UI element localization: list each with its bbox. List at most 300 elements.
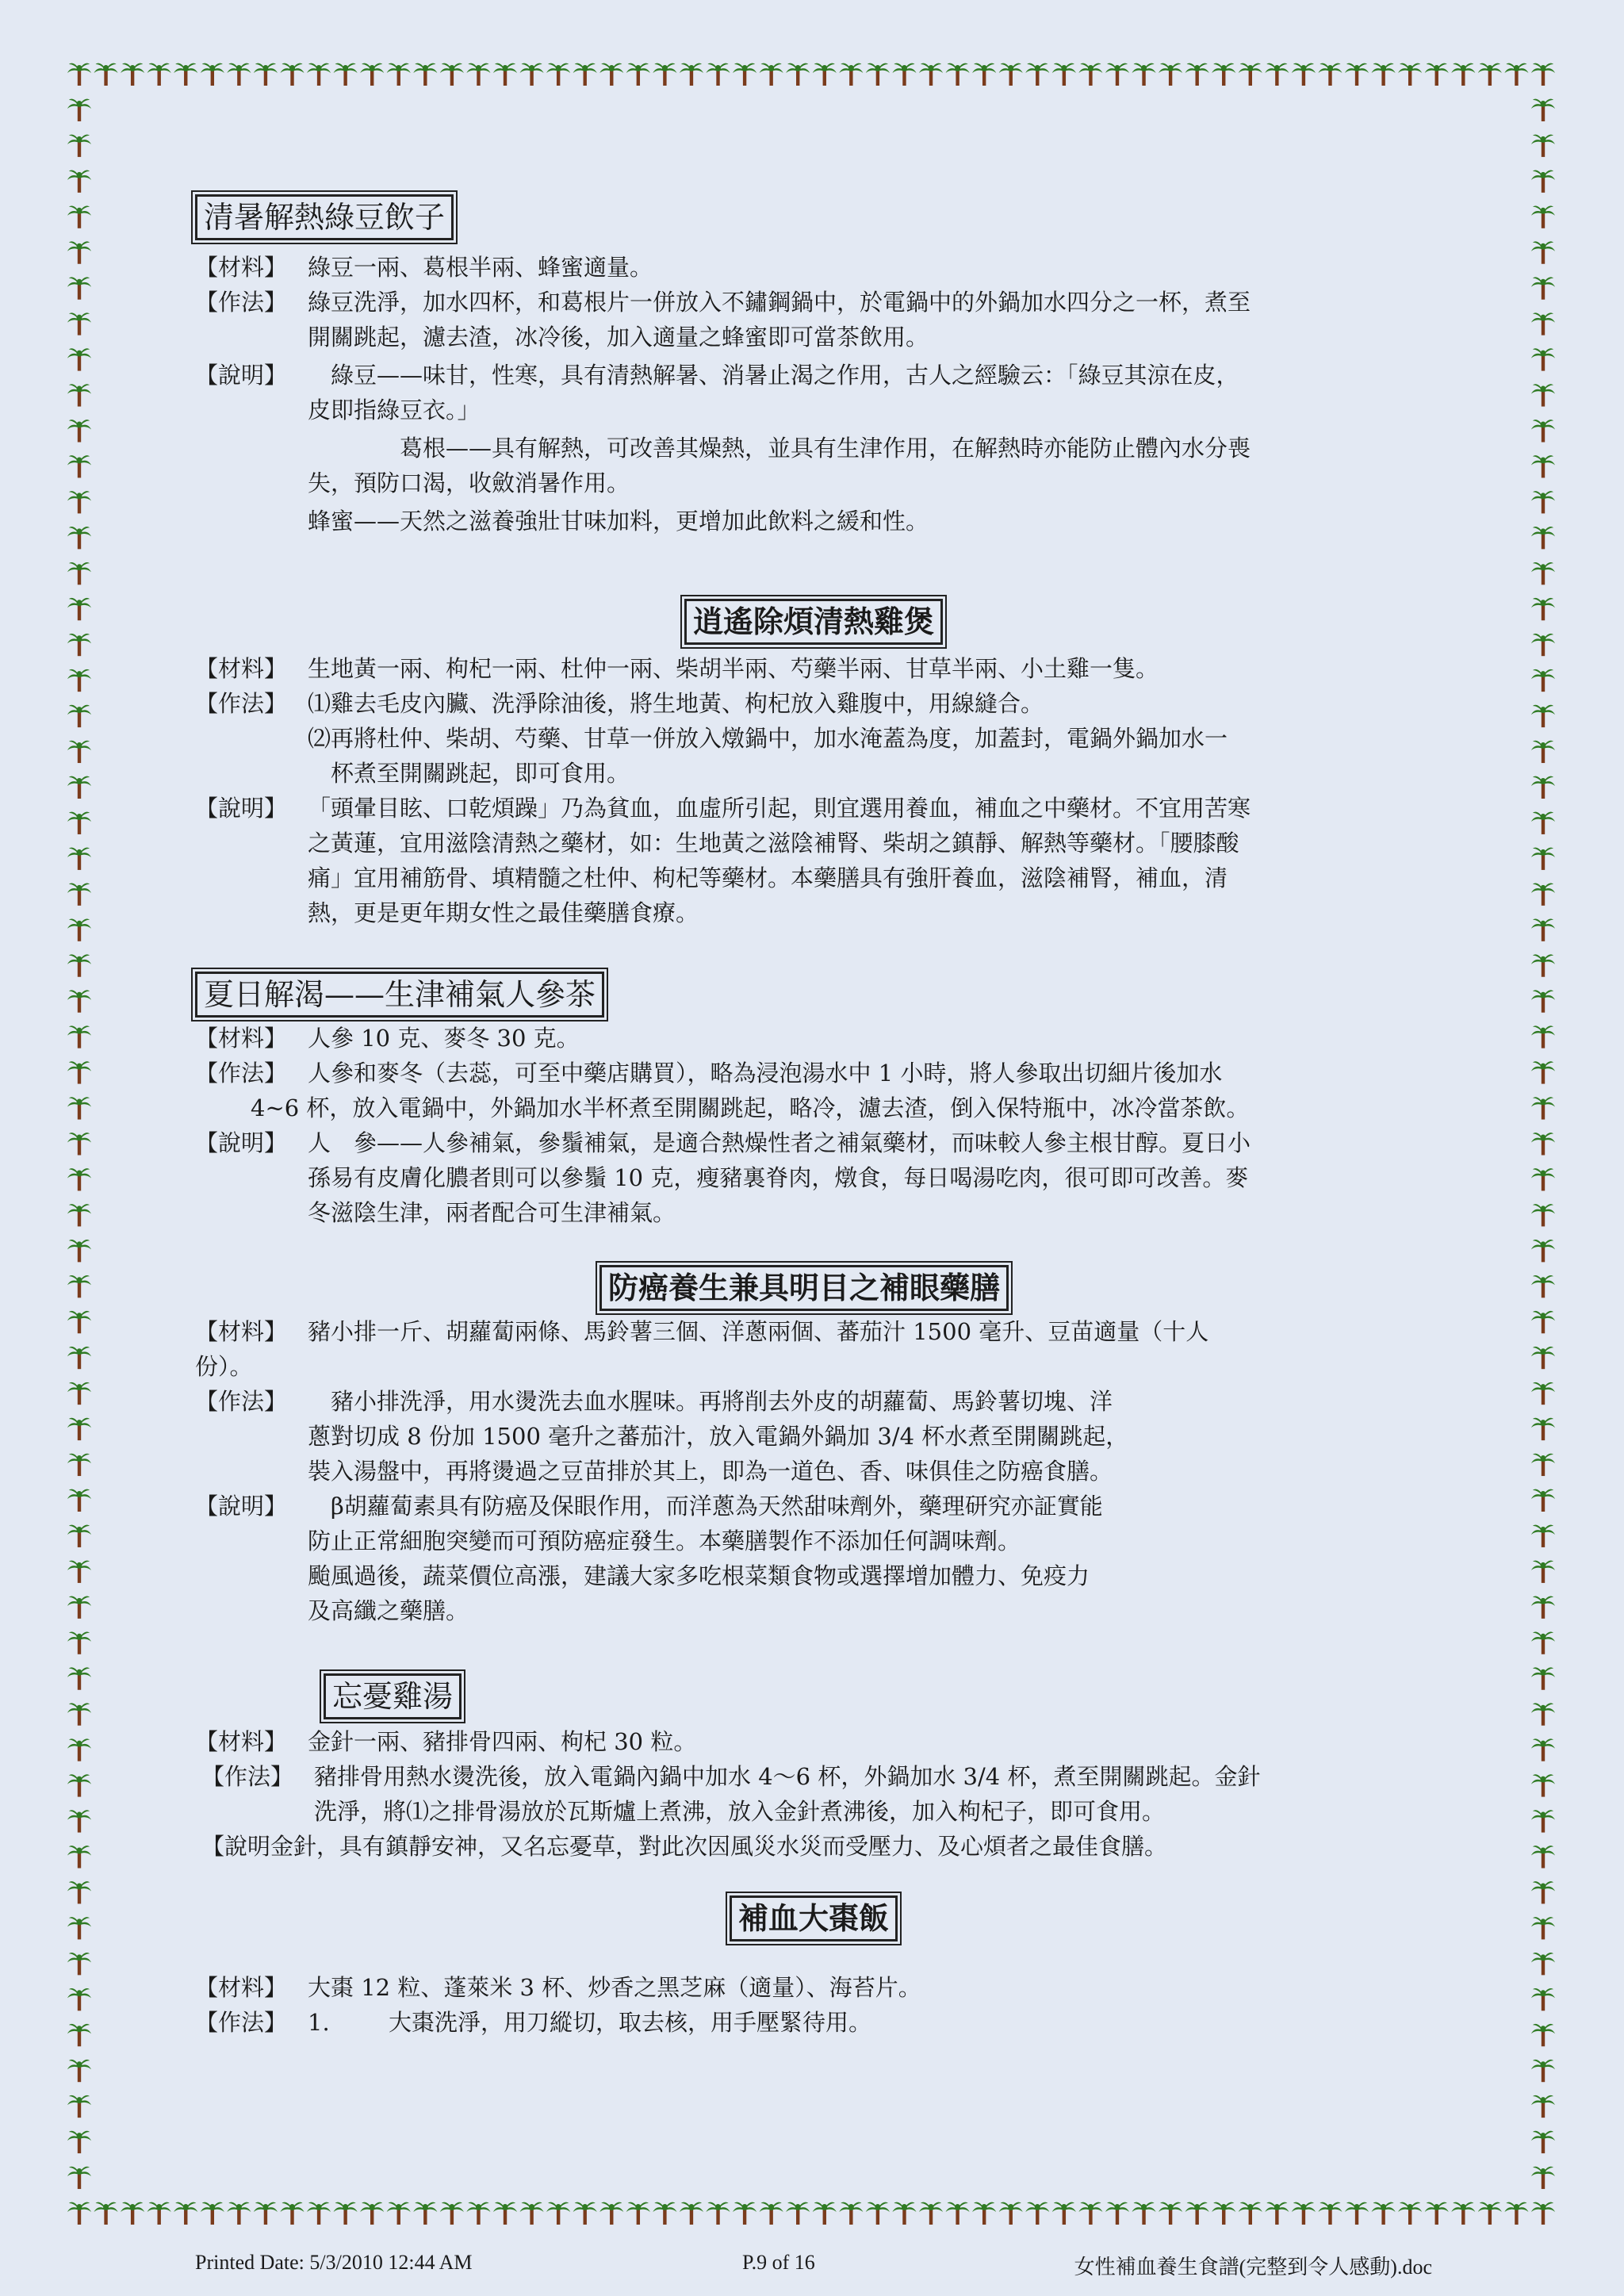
palm-tree-icon — [67, 99, 91, 121]
method-line: 蔥對切成 8 份加 1500 毫升之蕃茄汁，放入電鍋外鍋加 3/4 杯水煮至開關跳起， — [308, 1423, 1129, 1450]
palm-tree-icon — [67, 1133, 91, 1155]
palm-tree-icon — [1425, 63, 1449, 86]
materials-row — [195, 1724, 1432, 1759]
palm-tree-icon — [67, 1061, 91, 1083]
palm-tree-icon — [1531, 1810, 1555, 1832]
palm-tree-icon — [1239, 63, 1262, 86]
palm-tree-icon — [67, 171, 91, 193]
method-row — [195, 1384, 1432, 1489]
palm-tree-icon — [67, 1275, 91, 1297]
palm-tree-icon — [1398, 2202, 1422, 2225]
palm-tree-icon — [334, 2202, 358, 2225]
method-label: 【作法】 — [195, 690, 288, 717]
palm-tree-icon — [1531, 776, 1555, 799]
palm-tree-icon — [1531, 918, 1555, 941]
palm-tree-icon — [1239, 2202, 1262, 2225]
palm-tree-icon — [1531, 1631, 1555, 1654]
palm-tree-icon — [360, 63, 384, 86]
palm-tree-icon — [520, 2202, 544, 2225]
palm-tree-icon — [1372, 63, 1396, 86]
palm-tree-icon — [1265, 63, 1289, 86]
palm-tree-icon — [1531, 1738, 1555, 1761]
palm-tree-icon — [121, 63, 144, 86]
palm-tree-icon — [1531, 1596, 1555, 1619]
palm-tree-icon — [892, 2202, 916, 2225]
palm-tree-icon — [1531, 1774, 1555, 1796]
palm-tree-icon — [67, 1596, 91, 1619]
notes-line: 皮即指綠豆衣。」 — [308, 397, 481, 424]
method-line: 人參和麥冬（去蕊，可至中藥店購買），略為浸泡湯水中 1 小時，將人參取出切細片後加水 — [308, 1060, 1223, 1087]
palm-tree-icon — [281, 63, 304, 86]
palm-tree-icon — [653, 2202, 676, 2225]
palm-tree-icon — [466, 2202, 490, 2225]
palm-tree-icon — [67, 2060, 91, 2082]
palm-tree-icon — [67, 776, 91, 799]
palm-tree-icon — [760, 63, 783, 86]
palm-tree-icon — [760, 2202, 783, 2225]
palm-tree-icon — [1318, 63, 1342, 86]
palm-tree-icon — [1531, 277, 1555, 299]
palm-tree-icon — [67, 1240, 91, 1262]
palm-tree-icon — [201, 63, 224, 86]
palm-tree-icon — [626, 2202, 650, 2225]
palm-tree-icon — [67, 741, 91, 763]
materials-label: 【材料】 — [195, 1974, 288, 2001]
palm-tree-icon — [94, 63, 118, 86]
materials-text: 綠豆一兩、葛根半兩、蜂蜜適量。 — [308, 254, 653, 281]
materials-row — [195, 1314, 1432, 1349]
notes-line: 冬滋陰生津，兩者配合可生津補氣。 — [308, 1199, 676, 1226]
palm-tree-icon — [1451, 2202, 1475, 2225]
palm-tree-icon — [1531, 1988, 1555, 2010]
palm-tree-icon — [67, 954, 91, 976]
palm-tree-icon — [67, 1311, 91, 1333]
palm-tree-icon — [67, 848, 91, 870]
palm-tree-icon — [1531, 491, 1555, 513]
palm-tree-icon — [174, 2202, 197, 2225]
palm-tree-icon — [520, 63, 544, 86]
materials-label: 【材料】 — [195, 254, 288, 281]
palm-tree-icon — [360, 2202, 384, 2225]
palm-tree-icon — [67, 1881, 91, 1903]
palm-tree-icon — [1345, 63, 1369, 86]
method-line: 裝入湯盤中，再將燙過之豆苗排於其上，即為一道色、香、味俱佳之防癌食膳。 — [308, 1458, 1113, 1485]
palm-tree-icon — [67, 2024, 91, 2046]
palm-tree-icon — [1531, 1881, 1555, 1903]
palm-tree-icon — [67, 455, 91, 477]
recipe-title: 夏日解渴——生津補氣人參茶 — [195, 972, 604, 1018]
palm-tree-icon — [1105, 63, 1129, 86]
printed-date: Printed Date: 5/3/2010 12:44 AM — [195, 2251, 473, 2274]
palm-tree-icon — [334, 63, 358, 86]
file-name: 女性補血養生食譜(完整到令人感動).doc — [1074, 2256, 1432, 2279]
materials-label: 【材料】 — [195, 1318, 288, 1345]
palm-tree-icon — [147, 2202, 171, 2225]
notes-label: 【說明】 — [195, 1493, 288, 1520]
palm-tree-icon — [1531, 2131, 1555, 2153]
method-line: 開關跳起，濾去渣，冰冷後，加入適量之蜂蜜即可當茶飲用。 — [308, 324, 929, 351]
materials-text: 人參 10 克、麥冬 30 克。 — [308, 1025, 580, 1052]
palm-tree-icon — [1531, 884, 1555, 906]
palm-tree-icon — [67, 1703, 91, 1725]
materials-label: 【材料】 — [195, 655, 288, 682]
palm-tree-icon — [1531, 1240, 1555, 1262]
palm-tree-icon — [972, 2202, 996, 2225]
palm-tree-icon — [1212, 63, 1235, 86]
palm-tree-icon — [1531, 384, 1555, 406]
palm-tree-icon — [493, 2202, 517, 2225]
palm-tree-icon — [440, 2202, 464, 2225]
palm-tree-icon — [67, 562, 91, 585]
palm-tree-icon — [599, 2202, 623, 2225]
palm-tree-icon — [67, 1489, 91, 1512]
palm-tree-icon — [493, 63, 517, 86]
palm-tree-icon — [1531, 1168, 1555, 1190]
palm-tree-icon — [1531, 2202, 1555, 2225]
palm-tree-icon — [1531, 1917, 1555, 1939]
palm-tree-icon — [733, 63, 756, 86]
palm-tree-icon — [1531, 1061, 1555, 1083]
method-label: 【作法】 — [195, 1388, 288, 1415]
palm-tree-icon — [67, 277, 91, 299]
palm-tree-icon — [839, 2202, 863, 2225]
palm-tree-icon — [174, 63, 197, 86]
method-label: 【作法】 — [201, 1763, 294, 1790]
notes-label: 【說明】 — [195, 1129, 288, 1156]
palm-tree-icon — [1531, 1561, 1555, 1583]
palm-tree-icon — [1531, 2024, 1555, 2046]
palm-tree-icon — [67, 205, 91, 228]
notes-row — [195, 791, 1432, 930]
palm-tree-icon — [227, 63, 251, 86]
palm-tree-icon — [999, 63, 1023, 86]
palm-tree-icon — [1531, 205, 1555, 228]
palm-tree-icon — [67, 1774, 91, 1796]
recipe-section — [195, 599, 1432, 930]
notes-line: 之黃蓮，宜用滋陰清熱之藥材，如：生地黃之滋陰補腎、柴胡之鎮靜、解熱等藥材。「腰膝酸 — [308, 830, 1239, 857]
palm-tree-icon — [1185, 2202, 1209, 2225]
palm-tree-icon — [121, 2202, 144, 2225]
palm-tree-icon — [813, 2202, 837, 2225]
palm-tree-icon — [413, 63, 437, 86]
palm-tree-icon — [67, 812, 91, 834]
palm-tree-icon — [67, 1738, 91, 1761]
palm-tree-icon — [1531, 1454, 1555, 1476]
palm-tree-icon — [67, 669, 91, 692]
recipe-title: 防癌養生兼具明目之補眼藥膳 — [599, 1265, 1009, 1311]
palm-tree-icon — [1531, 1382, 1555, 1405]
method-line: 4~6 杯，放入電鍋中，外鍋加水半杯煮至開關跳起，略冷，濾去渣，倒入保特瓶中，冰冷當茶飲。 — [251, 1094, 1250, 1121]
materials-row — [195, 250, 1432, 285]
palm-tree-icon — [67, 1454, 91, 1476]
palm-tree-icon — [1531, 63, 1555, 86]
recipe-title: 補血大棗飯 — [730, 1895, 898, 1941]
notes-line: 蜂蜜——天然之滋養強壯甘味加料，更增加此飲料之緩和性。 — [308, 508, 929, 535]
palm-tree-icon — [67, 1168, 91, 1190]
palm-tree-icon — [67, 1097, 91, 1119]
palm-tree-icon — [1078, 63, 1102, 86]
palm-tree-icon — [1531, 1667, 1555, 1689]
palm-tree-icon — [573, 2202, 597, 2225]
palm-tree-icon — [1451, 63, 1475, 86]
palm-tree-icon — [1531, 1097, 1555, 1119]
method-row — [195, 2005, 1432, 2040]
palm-tree-icon — [1531, 1275, 1555, 1297]
palm-tree-icon — [1531, 135, 1555, 157]
notes-line: 痛」宜用補筋骨、填精髓之杜仲、枸杞等藥材。本藥膳具有強肝養血，滋陰補腎，補血，清 — [308, 864, 1228, 891]
materials-text: 生地黃一兩、枸杞一兩、杜仲一兩、柴胡半兩、芍藥半兩、甘草半兩、小土雞一隻。 — [308, 655, 1159, 682]
palm-tree-icon — [546, 63, 570, 86]
palm-tree-icon — [67, 1953, 91, 1975]
palm-tree-icon — [1159, 2202, 1182, 2225]
materials-text: 金針一兩、豬排骨四兩、枸杞 30 粒。 — [308, 1728, 697, 1755]
palm-tree-icon — [1292, 63, 1316, 86]
notes-line: 「頭暈目眩、口乾煩躁」乃為貧血，血虛所引起，則宜選用養血，補血之中藥材。不宜用苦寒 — [308, 795, 1251, 822]
palm-tree-icon — [946, 2202, 970, 2225]
palm-tree-icon — [67, 312, 91, 335]
palm-tree-icon — [1025, 2202, 1049, 2225]
notes-line: 颱風過後，蔬菜價位高漲，建議大家多吃根菜類食物或選擇增加體力、免疫力 — [308, 1562, 1090, 1589]
palm-tree-icon — [1531, 1418, 1555, 1440]
palm-tree-icon — [67, 634, 91, 656]
notes-row — [195, 1489, 1432, 1628]
palm-tree-icon — [67, 241, 91, 263]
palm-tree-icon — [1531, 634, 1555, 656]
method-row — [195, 285, 1432, 355]
palm-tree-icon — [786, 2202, 810, 2225]
palm-tree-icon — [1531, 990, 1555, 1012]
palm-tree-icon — [1478, 2202, 1502, 2225]
palm-tree-icon — [1531, 812, 1555, 834]
materials-line: 份）。 — [195, 1353, 253, 1380]
palm-tree-icon — [227, 2202, 251, 2225]
notes-line: 葛根——具有解熱，可改善其燥熱，並具有生津作用，在解熱時亦能防止體內水分喪 — [308, 435, 1251, 462]
palm-tree-icon — [1531, 1311, 1555, 1333]
method-row — [195, 1056, 1432, 1091]
notes-line: 孫易有皮膚化膿者則可以參鬚 10 克，瘦豬裏脊肉，燉食，每日喝湯吃肉，很可即可改善。麥 — [308, 1164, 1249, 1191]
palm-tree-icon — [67, 384, 91, 406]
palm-tree-icon — [1398, 63, 1422, 86]
palm-tree-icon — [387, 2202, 411, 2225]
palm-tree-icon — [1265, 2202, 1289, 2225]
palm-tree-icon — [1531, 99, 1555, 121]
palm-tree-icon — [67, 884, 91, 906]
palm-tree-icon — [67, 2095, 91, 2118]
palm-tree-icon — [1531, 848, 1555, 870]
palm-tree-icon — [1531, 1025, 1555, 1048]
method-line: 豬排骨用熱水燙洗後，放入電鍋內鍋中加水 4～6 杯，外鍋加水 3/4 杯，煮至開關跳起。金針 — [314, 1763, 1261, 1790]
palm-tree-icon — [1531, 954, 1555, 976]
palm-tree-icon — [387, 63, 411, 86]
palm-tree-icon — [1531, 348, 1555, 370]
step-number: 1. — [308, 2009, 330, 2036]
notes-line: 人 參——人參補氣，參鬚補氣，是適合熱燥性者之補氣藥材，而味較人參主根甘醇。夏日小 — [308, 1129, 1251, 1156]
page-footer — [195, 2251, 1432, 2279]
palm-tree-icon — [1531, 741, 1555, 763]
palm-tree-icon — [1531, 669, 1555, 692]
palm-tree-icon — [1531, 420, 1555, 442]
palm-tree-icon — [919, 63, 943, 86]
palm-tree-icon — [1531, 562, 1555, 585]
palm-tree-icon — [67, 598, 91, 620]
materials-text: 豬小排一斤、胡蘿蔔兩條、馬鈴薯三個、洋蔥兩個、蕃茄汁 1500 毫升、豆苗適量（十人 — [308, 1318, 1209, 1345]
method-line: 綠豆洗淨，加水四杯，和葛根片一併放入不鏽鋼鍋中，於電鍋中的外鍋加水四分之一杯，煮至 — [308, 289, 1251, 316]
palm-tree-icon — [67, 990, 91, 1012]
recipe-section — [195, 1673, 1432, 1864]
recipe-title: 忘憂雞湯 — [324, 1673, 462, 1719]
palm-tree-icon — [866, 2202, 890, 2225]
recipe-section — [195, 1265, 1432, 1628]
palm-tree-icon — [1531, 1703, 1555, 1725]
palm-tree-icon — [1052, 63, 1076, 86]
palm-tree-icon — [67, 348, 91, 370]
notes-label: 【說明】 — [195, 362, 288, 389]
palm-tree-icon — [1504, 63, 1528, 86]
notes-line: β胡蘿蔔素具有防癌及保眼作用，而洋蔥為天然甜味劑外，藥理研究亦証實能 — [308, 1493, 1103, 1520]
palm-tree-icon — [67, 918, 91, 941]
palm-tree-icon — [147, 63, 171, 86]
palm-tree-icon — [1531, 527, 1555, 549]
palm-tree-icon — [1531, 1489, 1555, 1512]
palm-tree-icon — [599, 63, 623, 86]
notes-line: 綠豆——味甘，性寒，具有清熱解暑、消暑止渴之作用，古人之經驗云：「綠豆其涼在皮， — [308, 362, 1239, 389]
palm-tree-icon — [1318, 2202, 1342, 2225]
method-line: 洗淨，將⑴之排骨湯放於瓦斯爐上煮沸，放入金針煮沸後，加入枸杞子，即可食用。 — [314, 1798, 1166, 1825]
palm-tree-icon — [466, 63, 490, 86]
method-line: ⑴雞去毛皮內臟、洗淨除油後，將生地黃、枸杞放入雞腹中，用線縫合。 — [308, 690, 1044, 717]
palm-tree-icon — [1212, 2202, 1235, 2225]
palm-tree-icon — [67, 1846, 91, 1868]
step-text: 大棗洗淨，用刀縱切，取去核，用手壓緊待用。 — [389, 2009, 872, 2036]
palm-tree-icon — [839, 63, 863, 86]
palm-tree-icon — [1531, 171, 1555, 193]
method-row — [195, 686, 1432, 791]
recipe-section — [195, 972, 1432, 1230]
palm-tree-icon — [1531, 705, 1555, 727]
method-label: 【作法】 — [195, 289, 288, 316]
palm-tree-icon — [1078, 2202, 1102, 2225]
palm-tree-icon — [1132, 2202, 1156, 2225]
method-label: 【作法】 — [195, 1060, 288, 1087]
palm-tree-icon — [67, 2131, 91, 2153]
palm-tree-icon — [946, 63, 970, 86]
palm-tree-icon — [307, 2202, 331, 2225]
palm-tree-icon — [1531, 455, 1555, 477]
recipe-section — [195, 1895, 1432, 2040]
palm-tree-icon — [1025, 63, 1049, 86]
palm-tree-icon — [733, 2202, 756, 2225]
palm-tree-icon — [1372, 2202, 1396, 2225]
palm-tree-icon — [67, 1667, 91, 1689]
method-line: 杯煮至開關跳起，即可食用。 — [308, 760, 630, 787]
palm-tree-icon — [1531, 2060, 1555, 2082]
palm-tree-icon — [1425, 2202, 1449, 2225]
palm-tree-icon — [1292, 2202, 1316, 2225]
recipe-title: 清暑解熱綠豆飲子 — [195, 194, 454, 240]
palm-tree-icon — [307, 63, 331, 86]
palm-tree-icon — [1531, 241, 1555, 263]
materials-label: 【材料】 — [195, 1728, 288, 1755]
palm-tree-icon — [626, 63, 650, 86]
palm-tree-icon — [1531, 1204, 1555, 1226]
palm-tree-icon — [999, 2202, 1023, 2225]
palm-tree-icon — [254, 63, 278, 86]
palm-tree-icon — [813, 63, 837, 86]
palm-tree-icon — [1052, 2202, 1076, 2225]
palm-tree-icon — [254, 2202, 278, 2225]
materials-label: 【材料】 — [195, 1025, 288, 1052]
notes-label: 【說明】 — [195, 795, 288, 822]
palm-tree-icon — [67, 1988, 91, 2010]
recipe-title: 逍遙除煩清熱雞煲 — [684, 599, 943, 645]
palm-tree-icon — [1531, 312, 1555, 335]
palm-tree-icon — [413, 2202, 437, 2225]
palm-tree-icon — [653, 63, 676, 86]
palm-tree-icon — [1531, 1953, 1555, 1975]
palm-tree-icon — [67, 135, 91, 157]
palm-tree-icon — [919, 2202, 943, 2225]
method-label: 【作法】 — [195, 2009, 288, 2036]
palm-tree-icon — [1531, 1133, 1555, 1155]
method-line: ⑵再將杜仲、柴胡、芍藥、甘草一併放入燉鍋中，加水淹蓋為度，加蓋封，電鍋外鍋加水一 — [308, 725, 1228, 752]
notes-line: 及高纖之藥膳。 — [308, 1597, 469, 1624]
palm-tree-icon — [281, 2202, 304, 2225]
notes-line: 失，預防口渴，收斂消暑作用。 — [308, 470, 630, 496]
palm-tree-icon — [786, 63, 810, 86]
palm-tree-icon — [94, 2202, 118, 2225]
palm-tree-icon — [440, 63, 464, 86]
palm-tree-icon — [67, 1810, 91, 1832]
notes-line: 【說明金針，具有鎮靜安神，又名忘憂草，對此次因風災水災而受壓力、及心煩者之最佳食膳。 — [201, 1833, 1168, 1860]
recipe-section — [195, 194, 1432, 539]
palm-tree-icon — [201, 2202, 224, 2225]
method-row — [195, 1759, 1432, 1829]
palm-tree-icon — [67, 1382, 91, 1405]
palm-tree-icon — [680, 63, 703, 86]
palm-tree-icon — [67, 1917, 91, 1939]
palm-tree-icon — [546, 2202, 570, 2225]
palm-tree-icon — [67, 1561, 91, 1583]
palm-tree-icon — [67, 1204, 91, 1226]
palm-tree-icon — [67, 705, 91, 727]
materials-row — [195, 651, 1432, 686]
palm-tree-icon — [67, 420, 91, 442]
palm-tree-icon — [67, 1347, 91, 1369]
materials-row — [195, 1021, 1432, 1056]
palm-tree-icon — [1105, 2202, 1129, 2225]
palm-tree-icon — [866, 63, 890, 86]
palm-tree-icon — [1345, 2202, 1369, 2225]
palm-tree-icon — [573, 63, 597, 86]
palm-tree-icon — [707, 63, 730, 86]
palm-tree-icon — [67, 1525, 91, 1547]
palm-tree-icon — [1531, 1347, 1555, 1369]
palm-tree-icon — [67, 2167, 91, 2189]
palm-tree-icon — [1531, 1525, 1555, 1547]
palm-tree-icon — [972, 63, 996, 86]
palm-tree-icon — [67, 1025, 91, 1048]
materials-row — [195, 1970, 1432, 2005]
palm-tree-icon — [1478, 63, 1502, 86]
notes-line: 防止正常細胞突變而可預防癌症發生。本藥膳製作不添加任何調味劑。 — [308, 1527, 1021, 1554]
palm-tree-icon — [67, 1631, 91, 1654]
palm-tree-icon — [1185, 63, 1209, 86]
palm-tree-icon — [1531, 598, 1555, 620]
palm-tree-icon — [1531, 1846, 1555, 1868]
palm-tree-icon — [67, 1418, 91, 1440]
palm-tree-icon — [1504, 2202, 1528, 2225]
palm-tree-icon — [67, 2202, 91, 2225]
